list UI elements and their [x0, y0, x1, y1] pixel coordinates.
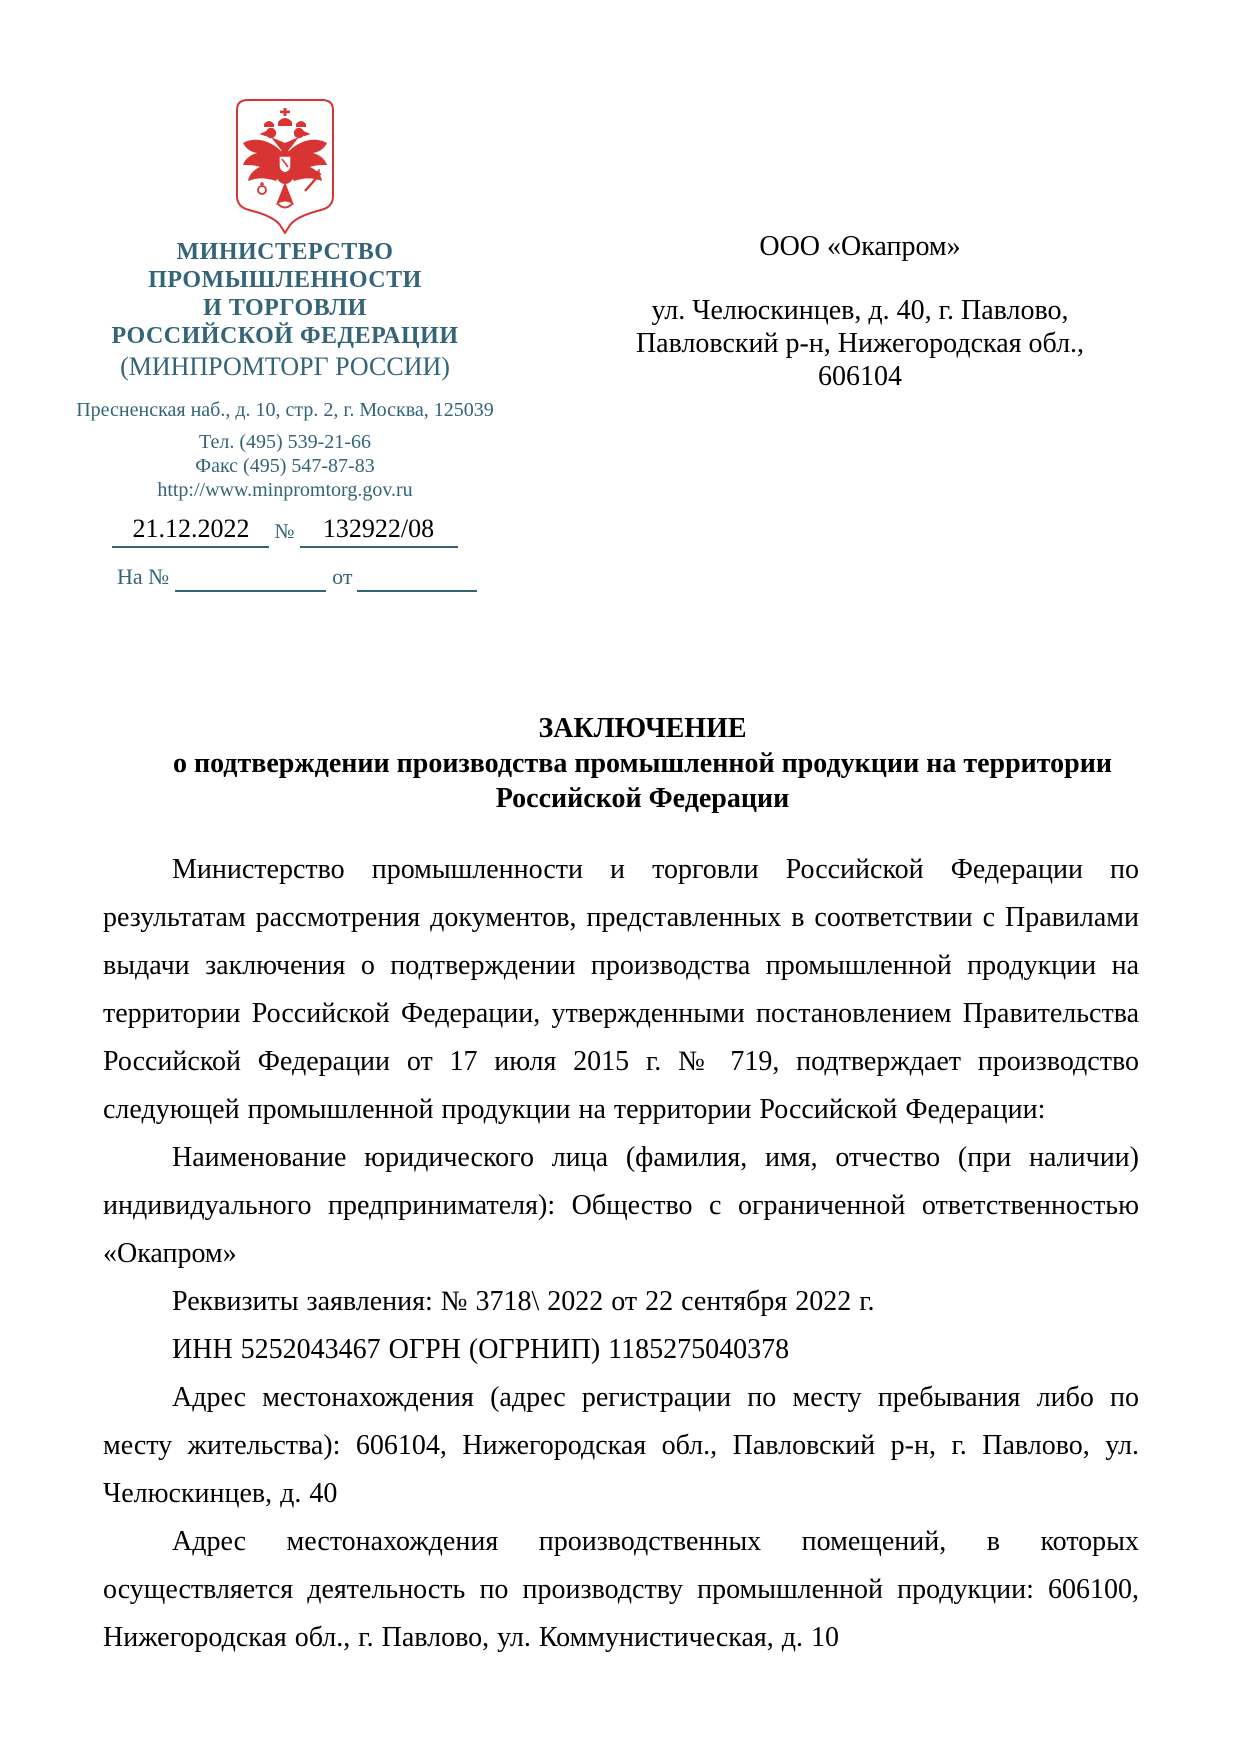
ministry-short-name: (МИНПРОМТОРГ РОССИИ) — [120, 352, 450, 381]
reference-row — [70, 564, 500, 592]
recipient-name: ООО «Окапром» — [759, 231, 961, 262]
document-title-line3: Российской Федерации — [495, 783, 790, 814]
recipient-address-line: 606104 — [818, 361, 902, 392]
document-date-field: 21.12.2022 — [112, 514, 269, 548]
document-title — [130, 711, 1155, 816]
document-title-line1: ЗАКЛЮЧЕНИЕ — [538, 713, 747, 744]
ministry-name-line: ПРОМЫШЛЕННОСТИ — [148, 267, 422, 293]
document-number-field: 132922/08 — [300, 514, 458, 548]
reference-from-label: от — [332, 564, 353, 589]
coat-of-arms-icon — [233, 97, 337, 234]
body-paragraph: Адрес местонахождения (адрес регистрации по месту пребывания либо по месту жительства): 606104, Нижегородская обл., Павловский р-н, г. Павлово, ул. Челюскинцев, д. 40 — [103, 1382, 1139, 1509]
reference-date-blank-field — [357, 566, 477, 592]
reference-number-label: На № — [117, 564, 170, 589]
letterhead-ministry-block — [70, 97, 500, 592]
ministry-address: Пресненская наб., д. 10, стр. 2, г. Москва, 125039 — [76, 399, 494, 421]
number-sign: № — [274, 519, 295, 543]
ministry-name — [70, 238, 500, 350]
ministry-fax: Факс (495) 547-87-83 — [195, 455, 375, 477]
body-paragraph: ИНН 5252043467 ОГРН (ОГРНИП) 1185275040378 — [172, 1334, 790, 1365]
body-paragraph: Адрес местонахождения производственных помещений, в которых осуществляется деятельность по производству промышленной продукции: 606100, Нижегородская обл., г. Павлово, ул. Коммунистическая, д. 10 — [103, 1526, 1139, 1653]
ministry-name-line: МИНИСТЕРСТВО — [176, 239, 394, 265]
document-body — [103, 846, 1139, 1662]
body-paragraph: Реквизиты заявления: № 3718\ 2022 от 22 сентября 2022 г. — [172, 1286, 875, 1317]
body-paragraph: Наименование юридического лица (фамилия, имя, отчество (при наличии) индивидуального предпринимателя): Общество с ограниченной ответственностью «Окапром» — [103, 1142, 1139, 1269]
ministry-website: http://www.minpromtorg.gov.ru — [157, 479, 413, 501]
ministry-name-line: РОССИЙСКОЙ ФЕДЕРАЦИИ — [111, 323, 459, 349]
reference-number-blank-field — [175, 566, 326, 592]
recipient-address — [630, 294, 1090, 393]
recipient-block — [630, 230, 1090, 393]
ministry-phone: Тел. (495) 539-21-66 — [199, 431, 371, 453]
document-title-line2: о подтверждении производства промышленной продукции на территории — [172, 748, 1113, 779]
body-paragraph: Министерство промышленности и торговли Российской Федерации по результатам рассмотрения документов, представленных в соответствии с Правилами выдачи заключения о подтверждении производства промышленной продукции на территории Российской Федерации, утвержденными постановлением Правительства Российской Федерации от 17 июля 2015 г. № 719, подтверждает производство следующей промышленной продукции на территории Российской Федерации: — [103, 854, 1139, 1125]
ministry-name-line: И ТОРГОВЛИ — [203, 295, 367, 321]
recipient-address-line: Павловский р-н, Нижегородская обл., — [635, 328, 1085, 359]
date-number-row — [70, 514, 500, 548]
recipient-address-line: ул. Челюскинцев, д. 40, г. Павлово, — [651, 295, 1069, 326]
